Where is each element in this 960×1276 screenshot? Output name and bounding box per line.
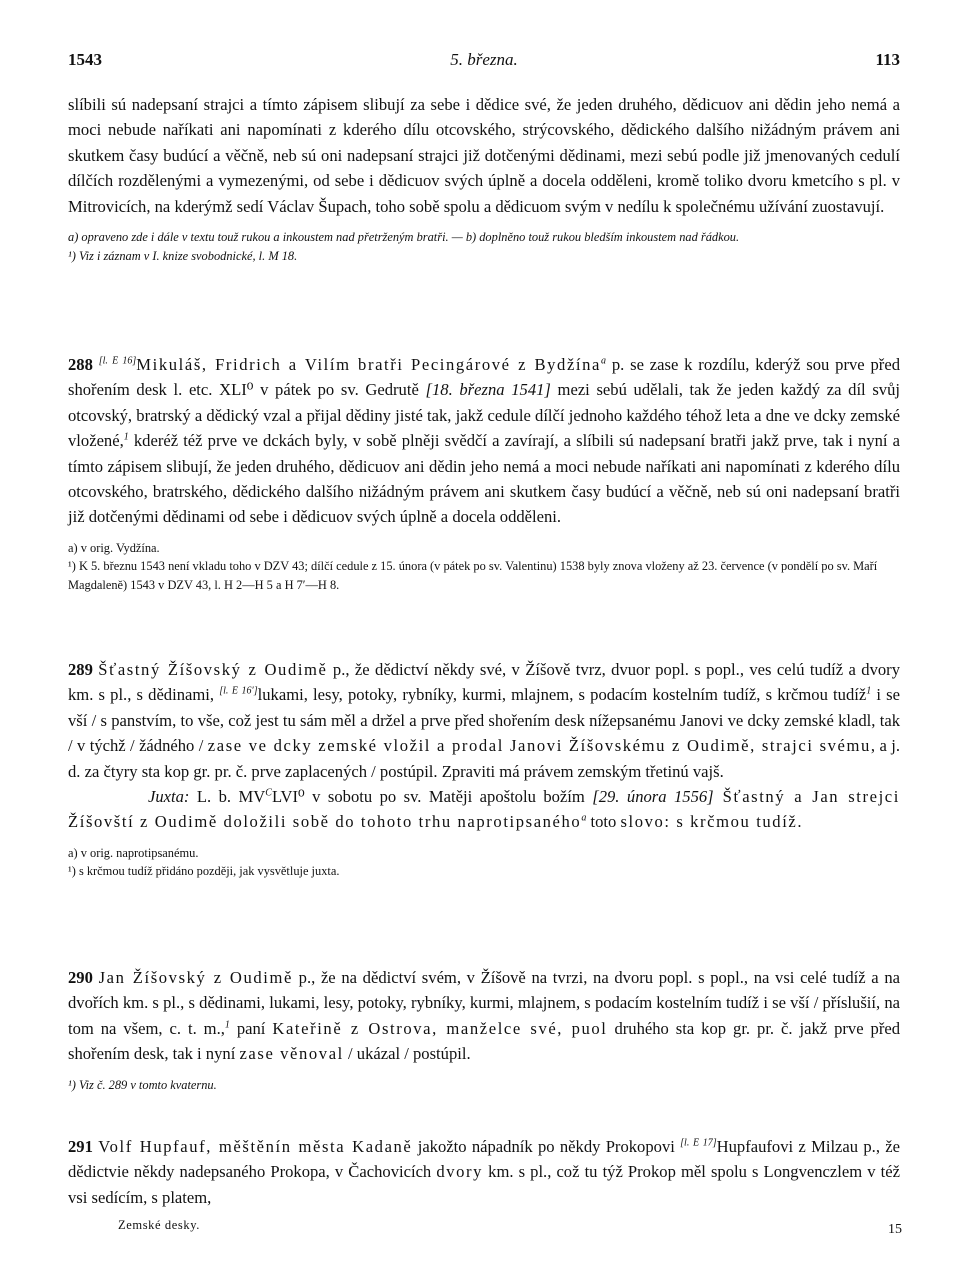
entry-291-text-3: km. s pl., což tu týž Prokop měl spolu s Longvenczlem v též vsi sedícím, s platem,	[68, 1162, 900, 1207]
entry-290	[68, 965, 900, 1094]
entry-289-juxta	[68, 784, 900, 835]
entry-290-text-4: / ukázal / postúpil.	[343, 1044, 471, 1064]
entry-288-text-2: mezi sebú udělali, tak že jeden každý za díl svůj otcovský, bratrský a dědický vzal a přijal dědiny jisté tak, jakž cedule dílčí jednoho každého téhož leta a dne ve dcky zemské vložené,	[68, 380, 900, 451]
entry-288-text-3: kderéž též prve ve dckách byly, v sobě plněji svědčí a zavírají, a slíbili sú nadepsaní bratři jakž prve, tak i nyní a tímto zápisem slibují, že jeden druhého, dědicuov ani dědin jeho nemá a moci nebude naříkati ani napomínati z kderého dílu otcovského, bratrského, dědického dalšího nižádným právem ani skutkem časy budúcí a věčně, neb sú oni nadepsaní bratři již dotčenými dědinami od sebe i dědicuov svých úplně a docela odděleni.	[68, 431, 900, 527]
entry-291-ref: [l. E 17]	[680, 1137, 717, 1149]
entry-291	[68, 1134, 900, 1210]
entry-289-footnote-a: a) v orig. naprotipsanému.	[68, 845, 199, 860]
entry-289-paragraph	[68, 657, 900, 784]
intro-footnote-1: ¹) Viz i záznam v I. knize svobodnické, l. M 18.	[68, 248, 298, 263]
entry-288-paragraph	[68, 352, 900, 530]
entry-290-paragraph	[68, 965, 900, 1067]
entry-289-juxta-spaced-2: slovo: s krčmou tudíž.	[620, 812, 804, 832]
entry-291-text-2: Hupfaufovi z Milzau p., že dědictvie někdy nadepsaného Prokopa, v Čachovicích	[68, 1137, 901, 1182]
entry-290-number: 290	[68, 968, 93, 987]
intro-footnote-a: a) opraveno zde i dále v textu touž rukou a inkoustem nad přetrženým bratři. — b) doplněno touž rukou bledším inkoustem nad řádkou.	[68, 230, 740, 245]
entry-289-juxta-spaced: Šťastný a Jan strejci Žíšovští z Oudimě doložili sobě do tohoto trhu naprotipsaného	[68, 787, 900, 832]
entry-291-text-1: jakožto nápadník po někdy Prokopovi	[412, 1137, 681, 1156]
intro-section	[68, 92, 900, 265]
entry-288-date: [18. března 1541]	[425, 380, 551, 400]
entry-289-juxta-2: LVI⁰ v sobotu po sv. Matěji apoštolu božím	[271, 787, 593, 807]
entry-289-juxta-label: Juxta:	[148, 787, 190, 807]
entry-290-lead: Jan Žíšovský z Oudimě	[98, 968, 293, 987]
entry-291-spaced-1: dvory	[436, 1162, 484, 1182]
header-date: 5. března.	[450, 50, 518, 69]
entry-288-text-2-sup: 1	[123, 431, 129, 443]
entry-289	[68, 657, 900, 881]
header-page-number: 113	[875, 50, 900, 69]
entry-290-text-2: paní	[229, 1018, 273, 1038]
entry-288-ref: [l. E 16]	[98, 355, 137, 367]
entry-289-lead: Šťastný Žíšovský z Oudimě	[98, 660, 328, 679]
entry-290-text-1-sup: 1	[224, 1019, 230, 1031]
entry-290-footnote-1: ¹) Viz č. 289 v tomto kvaternu.	[68, 1077, 217, 1092]
footer-sheet-number: 15	[888, 1222, 902, 1237]
entry-291-lead: Volf Hupfauf, měštěnín města Kadaně	[98, 1137, 413, 1156]
entry-289-text-3: i se vší / s panstvím, to vše, což jest tu sám měl a držel a prve před shořením desk nížepsanému Janovi ve dcky zemské kladl, tak / v týchž / žádného /	[68, 685, 901, 756]
entry-291-number: 291	[68, 1137, 93, 1156]
entry-288-footnote-a: a) v orig. Vydžína.	[68, 540, 160, 555]
entry-290-text-3: druhého sta kop gr. pr. č. jakž prve před shořením desk, tak i nyní	[68, 1018, 901, 1064]
page-header	[68, 50, 900, 78]
footer-signature: Zemské desky.	[118, 1218, 200, 1232]
entry-289-juxta-1: L. b. MV	[189, 787, 266, 807]
entry-290-spaced-1: Kateřině z Ostrova, manželce své, puol	[272, 1018, 608, 1038]
entry-289-ref: [l. E 16′]	[219, 685, 258, 697]
entry-288-footnote-1: ¹) K 5. březnu 1543 není vkladu toho v DZV 43; dílčí cedule z 15. února (v pátek po sv. Valentinu) 1538 byly znova vloženy až 23. července (v pondělí po sv. Maří Magdaleně) 1543 v DZV 43, l. H 2—H 5 a H 7′—H 8.	[68, 559, 878, 592]
entry-288-text-1: p. se zase k rozdílu, kderýž sou prve před shořením desk l. etc. XLI⁰ v pátek po sv. Gedrutě	[68, 355, 900, 400]
entry-290-spaced-2: zase věnoval	[239, 1044, 344, 1064]
entry-290-text-1: p., že na dědictví svém, v Žíšově na tvrzi, na dvoru popl. s popl., na vsi celé tudíž a na dvořích km. s pl., s dědinami, lukami, lesy, potoky, rybníky, kurmi, mlajnem, s podacím kostelním tudíž i se vší / příslušií, na tom na všem, c. t. m.,	[68, 968, 900, 1038]
entry-288-lead-sup: a	[600, 355, 606, 367]
header-year: 1543	[68, 50, 102, 69]
entry-289-juxta-3: toto	[586, 812, 621, 832]
entry-288-number: 288	[68, 355, 93, 374]
entry-289-juxta-sup: C	[265, 787, 272, 799]
entry-289-juxta-date: [29. února 1556]	[592, 787, 714, 807]
entry-289-text-4: , a j. d. za čtyry sta kop gr. pr. č. prve zaplacených / postúpil. Zpraviti má právem zemským třetinú vajš.	[68, 736, 900, 781]
entry-289-text-2: lukami, lesy, potoky, rybníky, kurmi, mlajnem, s podacím kostelním tudíž, s krčmou tudíž	[257, 685, 867, 705]
entry-291-paragraph	[68, 1134, 900, 1210]
entry-288-lead: Mikuláš, Fridrich a Vilím bratři Pecingárové z Bydžína	[136, 355, 601, 374]
entry-289-text-2-sup: 1	[866, 685, 872, 697]
page-footer	[118, 1216, 902, 1242]
entry-289-footnote-1: ¹) s krčmou tudíž přidáno později, jak vysvětluje juxta.	[68, 864, 340, 879]
entry-289-juxta-sup-a: a	[581, 812, 587, 824]
intro-paragraph: slíbili sú nadepsaní strajci a tímto zápisem slibují za sebe i dědice své, že jeden druhého, dědicuov ani dědin jeho nemá a moci nebude naříkati ani napomínati z kderého dílu otcovského, strýcovského, dědického dalšího nižádným právem ani skutkem časy budúcí a věčně, neb sú oni nadepsaní strajci již dotčenými dědinami, mezi sebú podle již jmenovaných cedulí dílčích rozdělenými a vymezenými, od sebe i dědicuov svých úplně a docela odděleni, kromě toliko dvoru kmetcího s pl. v Mitrovicích, na kderýmž sedí Václav Šupach, toho sobě spolu a dědicuom svým v nedílu k společnému užívání zuostavují.	[68, 95, 900, 216]
entry-289-spaced-1: zase ve dcky zemské vložil a prodal Janovi Žíšovskému z Oudimě, strajci svému	[207, 736, 871, 756]
entry-289-text-1: p., že dědictví někdy své, v Žíšově tvrz, dvuor popl. s popl., ves celú tudíž a dvory km. s pl., s dědinami,	[68, 660, 900, 705]
entry-288	[68, 352, 900, 594]
entry-289-number: 289	[68, 660, 93, 679]
